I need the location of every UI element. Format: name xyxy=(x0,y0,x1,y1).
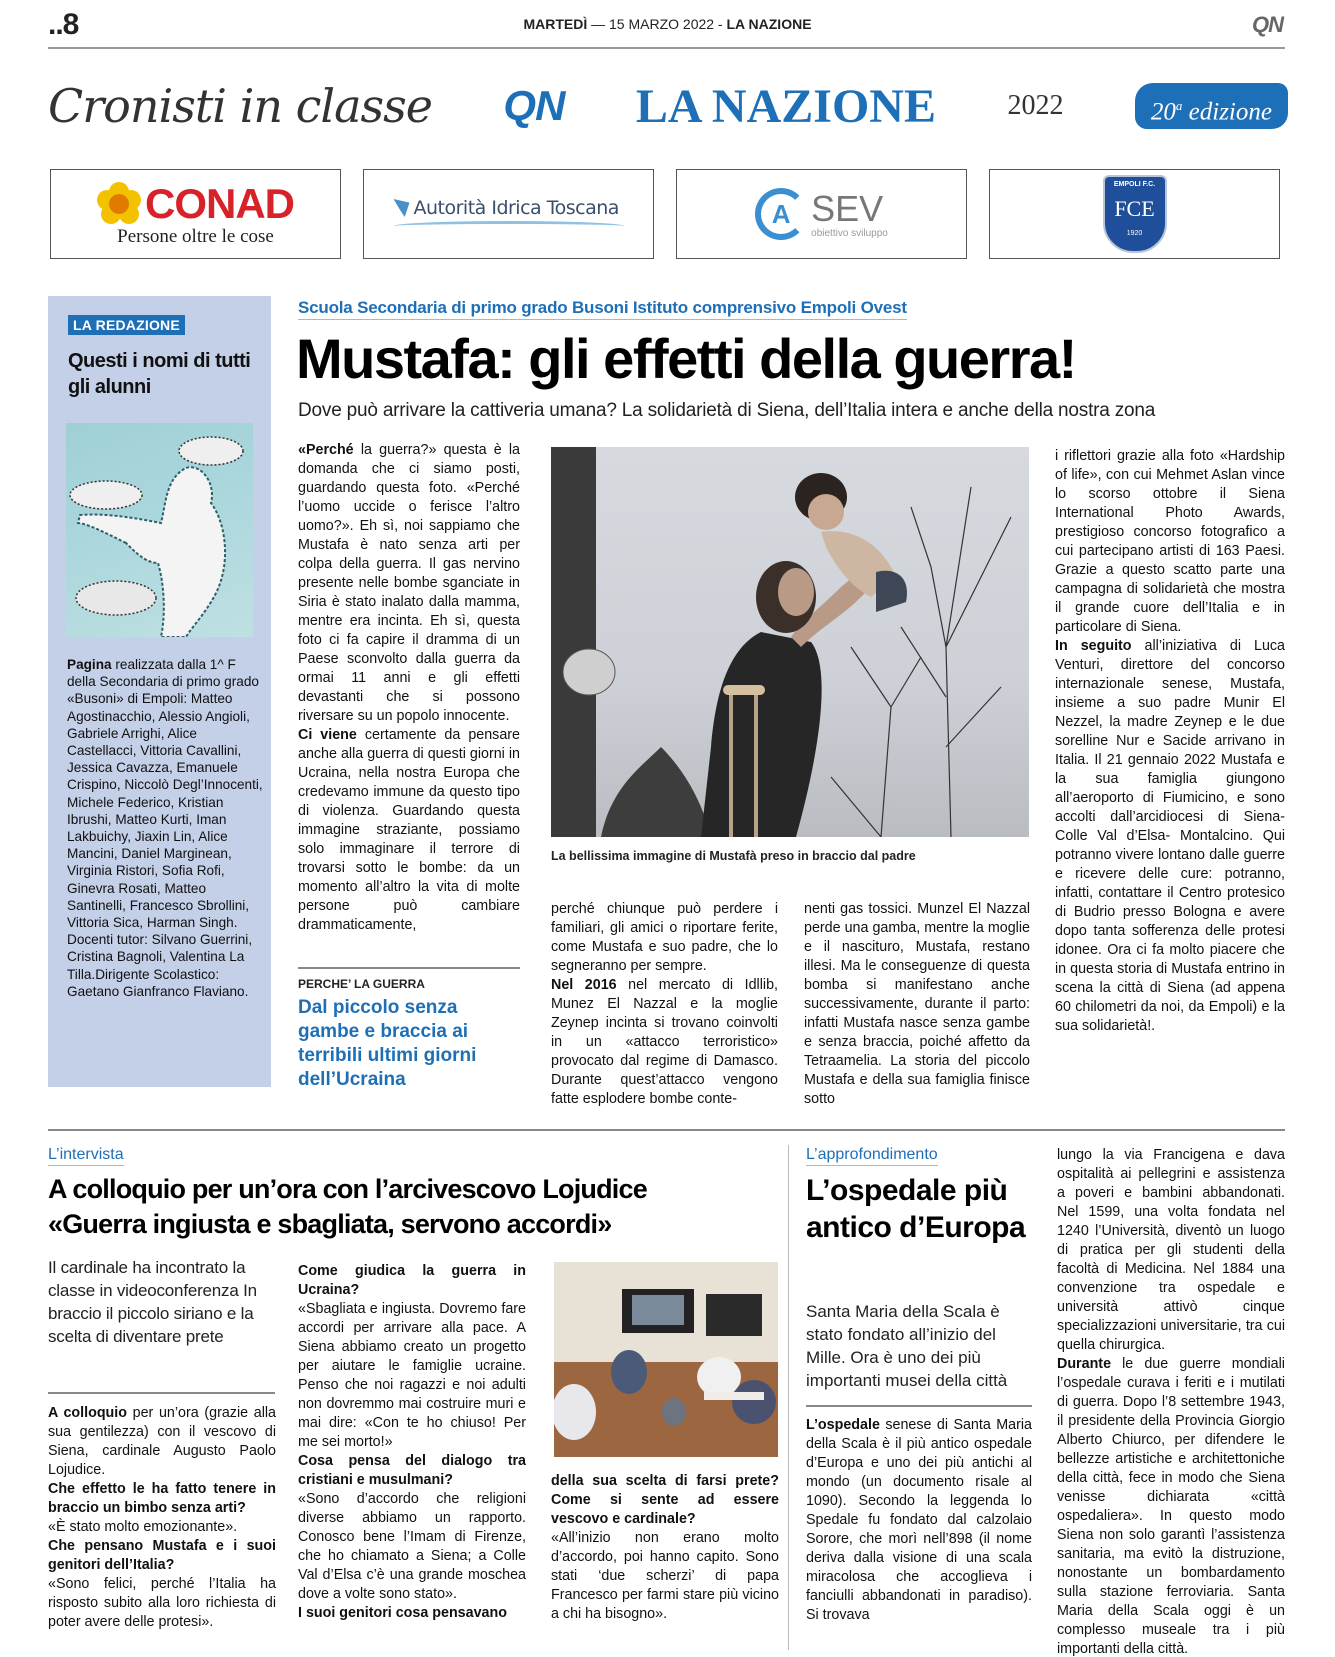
feature-column-2 xyxy=(1057,1146,1285,1657)
answer: «All’inizio non erano molto d’accordo, poi hanno capito. Sono stati ‘due scherzi’ di papa Francesco per farmi stare più vicino a chi ha bisogno». xyxy=(551,1530,779,1622)
side-box-kicker: PERCHE’ LA GUERRA xyxy=(298,977,425,991)
paragraph xyxy=(298,726,520,935)
conad-logo-text: CONAD xyxy=(145,180,294,227)
article-column-3 xyxy=(804,900,1030,1109)
newspaper-logo: LA NAZIONE xyxy=(635,79,936,133)
paragraph-lead: Ci viene xyxy=(298,727,357,743)
empoli-shield-icon xyxy=(1103,175,1167,253)
ait-logo-text: Autorità Idrica Toscana xyxy=(413,197,619,219)
empoli-name: EMPOLI F.C. xyxy=(1113,181,1156,188)
paragraph xyxy=(806,1416,1032,1625)
asev-logo-text: SEV xyxy=(811,187,884,229)
paragraph: perché chiunque può perdere i familiari, gli amici o riportare ferite, come Mustafa e suo padre, che lo segneranno per sempre. xyxy=(551,901,778,974)
page-number: ..8 xyxy=(48,8,79,41)
paragraph xyxy=(1055,637,1285,1036)
folio-dateline xyxy=(300,16,1035,32)
interview-headline-line-1: A colloquio per un’ora con l’arcivescovo Lojudice xyxy=(48,1174,647,1204)
interview-column-2 xyxy=(298,1262,526,1623)
feature-column-1 xyxy=(806,1416,1032,1625)
paragraph-lead: L’ospedale xyxy=(806,1417,880,1433)
question-text: Come giudica la guerra in Ucraina? xyxy=(298,1263,526,1298)
paragraph-text: per un’ora (grazie alla sua gentilezza) con il vescovo di Siena, cardinale Augusto Paolo Lojudice. xyxy=(48,1405,276,1478)
side-box-title: Dal piccolo senza gambe e braccia ai terribili ultimi giorni dell’Ucraina xyxy=(298,997,477,1090)
tuscany-map-icon xyxy=(394,199,410,217)
question-text: Che effetto le ha fatto tenere in braccio un bimbo senza arti? xyxy=(48,1481,276,1516)
edition-badge xyxy=(1135,83,1288,129)
paragraph-lead: A colloquio xyxy=(48,1405,127,1421)
question xyxy=(48,1480,276,1518)
folio-newspaper: LA NAZIONE xyxy=(726,16,812,32)
question xyxy=(298,1452,526,1490)
article-kicker: Scuola Secondaria di primo grado Busoni Istituto comprensivo Empoli Ovest xyxy=(298,298,907,320)
sponsor-empoli-fc xyxy=(989,169,1280,259)
asev-circle-icon xyxy=(755,188,807,240)
names-text: realizzata dalla 1^ F della Secondaria di primo grado «Busoni» di Empoli: Matteo Agostinacchio, Alessio Angioli, Gabriele Arrighi, Alice Castellacci, Vittoria Cavallini, Jessica Cavazza, Emanuele Crispino, Niccolò Degl’Innocenti, Michele Federico, Kristian Ibrushi, Matteo Kurti, Iman Lakbuichy, Jiaxin Lin, Alice Mancini, Daniel Marginean, Virginia Ristori, Sofia Rofi, Ginevra Rosati, Matteo Santinelli, Francesco Sbrollini, Vittoria Sica, Harman Singh. Docenti tutor: Silvano Guerrini, Cristina Bagnoli, Valentina La Tilla.Dirigente Scolastico: Gaetano Gianfranco Flaviano. xyxy=(67,657,263,999)
student-names xyxy=(67,656,267,1000)
feature-headline: L’ospedale più antico d’Europa xyxy=(806,1174,1026,1244)
question-text: I suoi genitori cosa pensavano xyxy=(298,1605,507,1621)
paragraph-text: all’iniziativa di Luca Venturi, direttore del concorso internazionale senese, Mustafa, insieme a suo padre Munir El Nezzel, la madre Zeynep e le due sorelline Nur e Sacide arrivano in Italia. Il 21 gennaio 2022 Mustafa e la sua famiglia giungono all’aeroporto di Fiumicino, e sono accolti dall’arcidiocesi di Siena-Colle Val d’Elsa- Montalcino. Qui potranno vivere lontano dalle guerre e ricevere delle cure: potranno, infatti, contattare il Centro protesico di Budrio presso Bologna e avere dopo tanta sofferenza delle protesi idonee. Ora ci fa molto piacere che in questa storia di Mustafa entrino in scena la città di Siena (ad appena 60 chilometri da noi, da Empoli) e la sua solidarietà!. xyxy=(1055,638,1285,1034)
series-title: Cronisti in classe xyxy=(48,79,432,133)
paragraph: lungo la via Francigena e dava ospitalità ai pellegrini e assistenza a poveri e bambini abbandonati. Nel 1599, una volta fondata nel 1240 l’Università, diventò un luogo di pratica per gli studenti della facoltà di Medicina. Nel 1884 una convenzione tra ospedale e università attivò cinque specializzazioni universitarie, tra cui quella chirurgica. xyxy=(1057,1147,1285,1353)
paragraph-lead: Nel 2016 xyxy=(551,977,617,993)
interview-deck: Il cardinale ha incontrato la classe in videoconferenza In braccio il piccolo siriano e la scelta di diventare prete xyxy=(48,1258,257,1346)
question xyxy=(298,1604,526,1623)
paragraph xyxy=(1057,1355,1285,1657)
question xyxy=(551,1472,779,1529)
article-column-1 xyxy=(298,441,520,935)
article-subhead: Dove può arrivare la cattiveria umana? La solidarietà di Siena, dell’Italia intera e anche della nostra zona xyxy=(298,400,1156,421)
section-divider xyxy=(48,1129,1285,1131)
top-divider xyxy=(48,47,1285,49)
edition-label: edizione xyxy=(1188,98,1272,126)
answer: «Sbagliata e ingiusta. Dovremo fare accordi per arrivare alla pace. A Siena abbiamo creato un progetto per aiutare le famiglie ucraine. Penso che noi ragazzi e noi adulti non dovremmo mai costruire muri e mai dire: «Con te ho chiuso! Per me sei morto!» xyxy=(298,1301,526,1450)
wave-icon xyxy=(394,221,624,231)
column-divider xyxy=(788,1145,789,1650)
paragraph-lead: In seguito xyxy=(1055,638,1132,654)
asev-letter: A xyxy=(771,198,791,229)
paragraph-text: nel mercato di Idllib, Munez El Nazzal e la moglie Zeynep incinta si trovano coinvolti in un «attacco terroristico» provocato dal regime di Damasco. Durante quest’attacco vengono fatte esplodere bombe conte- xyxy=(551,977,778,1107)
article-column-4 xyxy=(1055,447,1285,1036)
paragraph xyxy=(551,976,778,1109)
answer: «Sono felici, perché l’Italia ha risposto subito alla loro richiesta di poter avere delle protesi». xyxy=(48,1576,276,1630)
paragraph-lead: «Perché xyxy=(298,442,354,458)
father-and-son-photo xyxy=(551,447,1029,837)
main-photo xyxy=(551,447,1029,837)
masthead-year: 2022 xyxy=(1007,90,1064,121)
classroom-videoconference-photo xyxy=(554,1262,778,1457)
names-lead: Pagina xyxy=(67,657,112,672)
feature-deck: Santa Maria della Scala è stato fondato all’inizio del Mille. Ora è uno dei più importanti musei della città xyxy=(806,1302,1008,1390)
qn-logo: QN xyxy=(503,82,565,129)
interview-column-3 xyxy=(551,1472,779,1624)
question-text: della sua scelta di farsi prete? Come si sente ad essere vescovo e cardinale? xyxy=(551,1473,779,1527)
question xyxy=(298,1262,526,1300)
dove-drawing xyxy=(66,423,253,637)
asev-tagline: obiettivo sviluppo xyxy=(811,227,888,239)
question-text: Cosa pensa del dialogo tra cristiani e musulmani? xyxy=(298,1453,526,1488)
article-column-2 xyxy=(551,900,778,1109)
paragraph-text: le due guerre mondiali l’ospedale curava i feriti e i mutilati di guerra. Dopo l’8 settembre 1943, il presidente della Provincia Giorgio Alberto Chiurco, per difendere le bellezze artistiche e architettoniche della città, fece in modo che Siena venisse dichiarata «città ospedaliera». In questo modo Siena non solo garantì l’assistenza sanitaria, ma evitò la distruzione, nonostante un bombardamento sulla stazione ferroviaria. Santa Maria della Scala oggi è un complesso museale tra i più importanti della città. xyxy=(1057,1356,1285,1657)
feature-kicker: L’approfondimento xyxy=(806,1146,938,1166)
sidebar-tag: LA REDAZIONE xyxy=(68,315,185,335)
interview-headline-line-2: «Guerra ingiusta e sbagliata, servono accordi» xyxy=(48,1209,612,1239)
paragraph-text: certamente da pensare anche alla guerra di questi giorni in Ucraina, nella nostra Europa che credevamo immune da questo tipo di violenza. Guardando questa immagine straziante, possiamo solo immaginare il terrore di trovarsi sotto le bombe: da un momento all’altro la vita di molte persone può cambiare drammaticamente, xyxy=(298,727,520,933)
question xyxy=(48,1537,276,1575)
paragraph xyxy=(48,1404,276,1480)
paragraph xyxy=(298,441,520,726)
masthead xyxy=(48,70,1288,142)
edition-number: 20 xyxy=(1150,98,1176,126)
paragraph-lead: Durante xyxy=(1057,1356,1112,1372)
daisy-icon xyxy=(97,182,141,226)
question-text: Che pensano Mustafa e i suoi genitori dell’Italia? xyxy=(48,1538,276,1573)
interview-headline xyxy=(48,1172,783,1242)
qn-logo-small: QN xyxy=(1252,12,1283,37)
edition-suffix: a xyxy=(1175,98,1183,113)
empoli-monogram: FCE xyxy=(1114,196,1155,221)
paragraph-text: senese di Santa Maria della Scala è il più antico ospedale d’Europa e uno dei più antichi al mondo (un documento risale al 1090). Secondo la leggenda lo Spedale fu fondato dal calzolaio Sorore, che morì nell’898 (il nome deriva dalla visione di una scala miracolosa che accoglieva i fanciulli abbandonati in paradiso). Si trovava xyxy=(806,1417,1032,1623)
sponsor-autorita-idrica xyxy=(363,169,654,259)
sponsor-conad xyxy=(50,169,341,259)
dove-artwork-image xyxy=(66,423,253,637)
paragraph: nenti gas tossici. Munzel El Nazzal perde una gamba, mentre la moglie e il nascituro, Mustafa, restano illesi. Ma le conseguenze di questa bomba si manifestano anche successivamente, durante il parto: infatti Mustafa nasce senza gambe e senza braccia, poiché affetto da Tetraamelia. La storia del piccolo Mustafa e della sua famiglia finisce sotto xyxy=(804,901,1030,1107)
interview-column-1 xyxy=(48,1404,276,1632)
folio-day: MARTEDÌ xyxy=(523,16,588,32)
paragraph-text: la guerra?» questa è la domanda che ci siamo posti, guardando questa foto. «Perché l’uomo uccide o ferisce l’altro uomo?». Eh sì, noi sappiamo che Mustafa è nato senza arti per colpa della guerra. Il gas nervino presente nelle bombe sganciate in Siria è stato inalato dalla mamma, mentre era incinta. Eh sì, questa foto ci fa capire il dramma di un Paese sconvolto dalla guerra da ormai 11 anni e gli effetti devastanti che si possono riversare su un popolo innocente. xyxy=(298,442,520,724)
answer: «È stato molto emozionante». xyxy=(48,1519,238,1535)
interview-divider xyxy=(48,1392,275,1394)
paragraph: i riflettori grazie alla foto «Hardship of life», con cui Mehmet Aslan vince lo scorso ottobre il Siena International Photo Awards, prestigioso concorso fotografico a cui partecipano artisti di 163 Paesi. Grazie a questo scatto parte una campagna di solidarietà che mostra il grande cuore dell’Italia e in particolare di Siena. xyxy=(1055,448,1285,635)
article-headline: Mustafa: gli effetti della guerra! xyxy=(296,327,1076,390)
conad-tagline: Persone oltre le cose xyxy=(117,226,274,247)
folio-date: — 15 MARZO 2022 - xyxy=(591,16,723,32)
answer: «Sono d’accordo che religioni diverse abbiamo un rapporto. Conosco bene l’Imam di Firenze, che ho chiamato a Siena; a Colle Val d’Elsa c’è una grande moschea dove a volte sono stato». xyxy=(298,1491,526,1602)
interview-kicker: L’intervista xyxy=(48,1146,124,1166)
side-box-divider xyxy=(298,967,520,969)
photo-caption: La bellissima immagine di Mustafà preso in braccio dal padre xyxy=(551,849,916,863)
feature-divider xyxy=(806,1405,1032,1407)
empoli-year: 1920 xyxy=(1126,230,1143,237)
sponsor-asev xyxy=(676,169,967,259)
sidebar-title: Questi i nomi di tutti gli alunni xyxy=(68,350,251,398)
classroom-photo xyxy=(554,1262,778,1457)
